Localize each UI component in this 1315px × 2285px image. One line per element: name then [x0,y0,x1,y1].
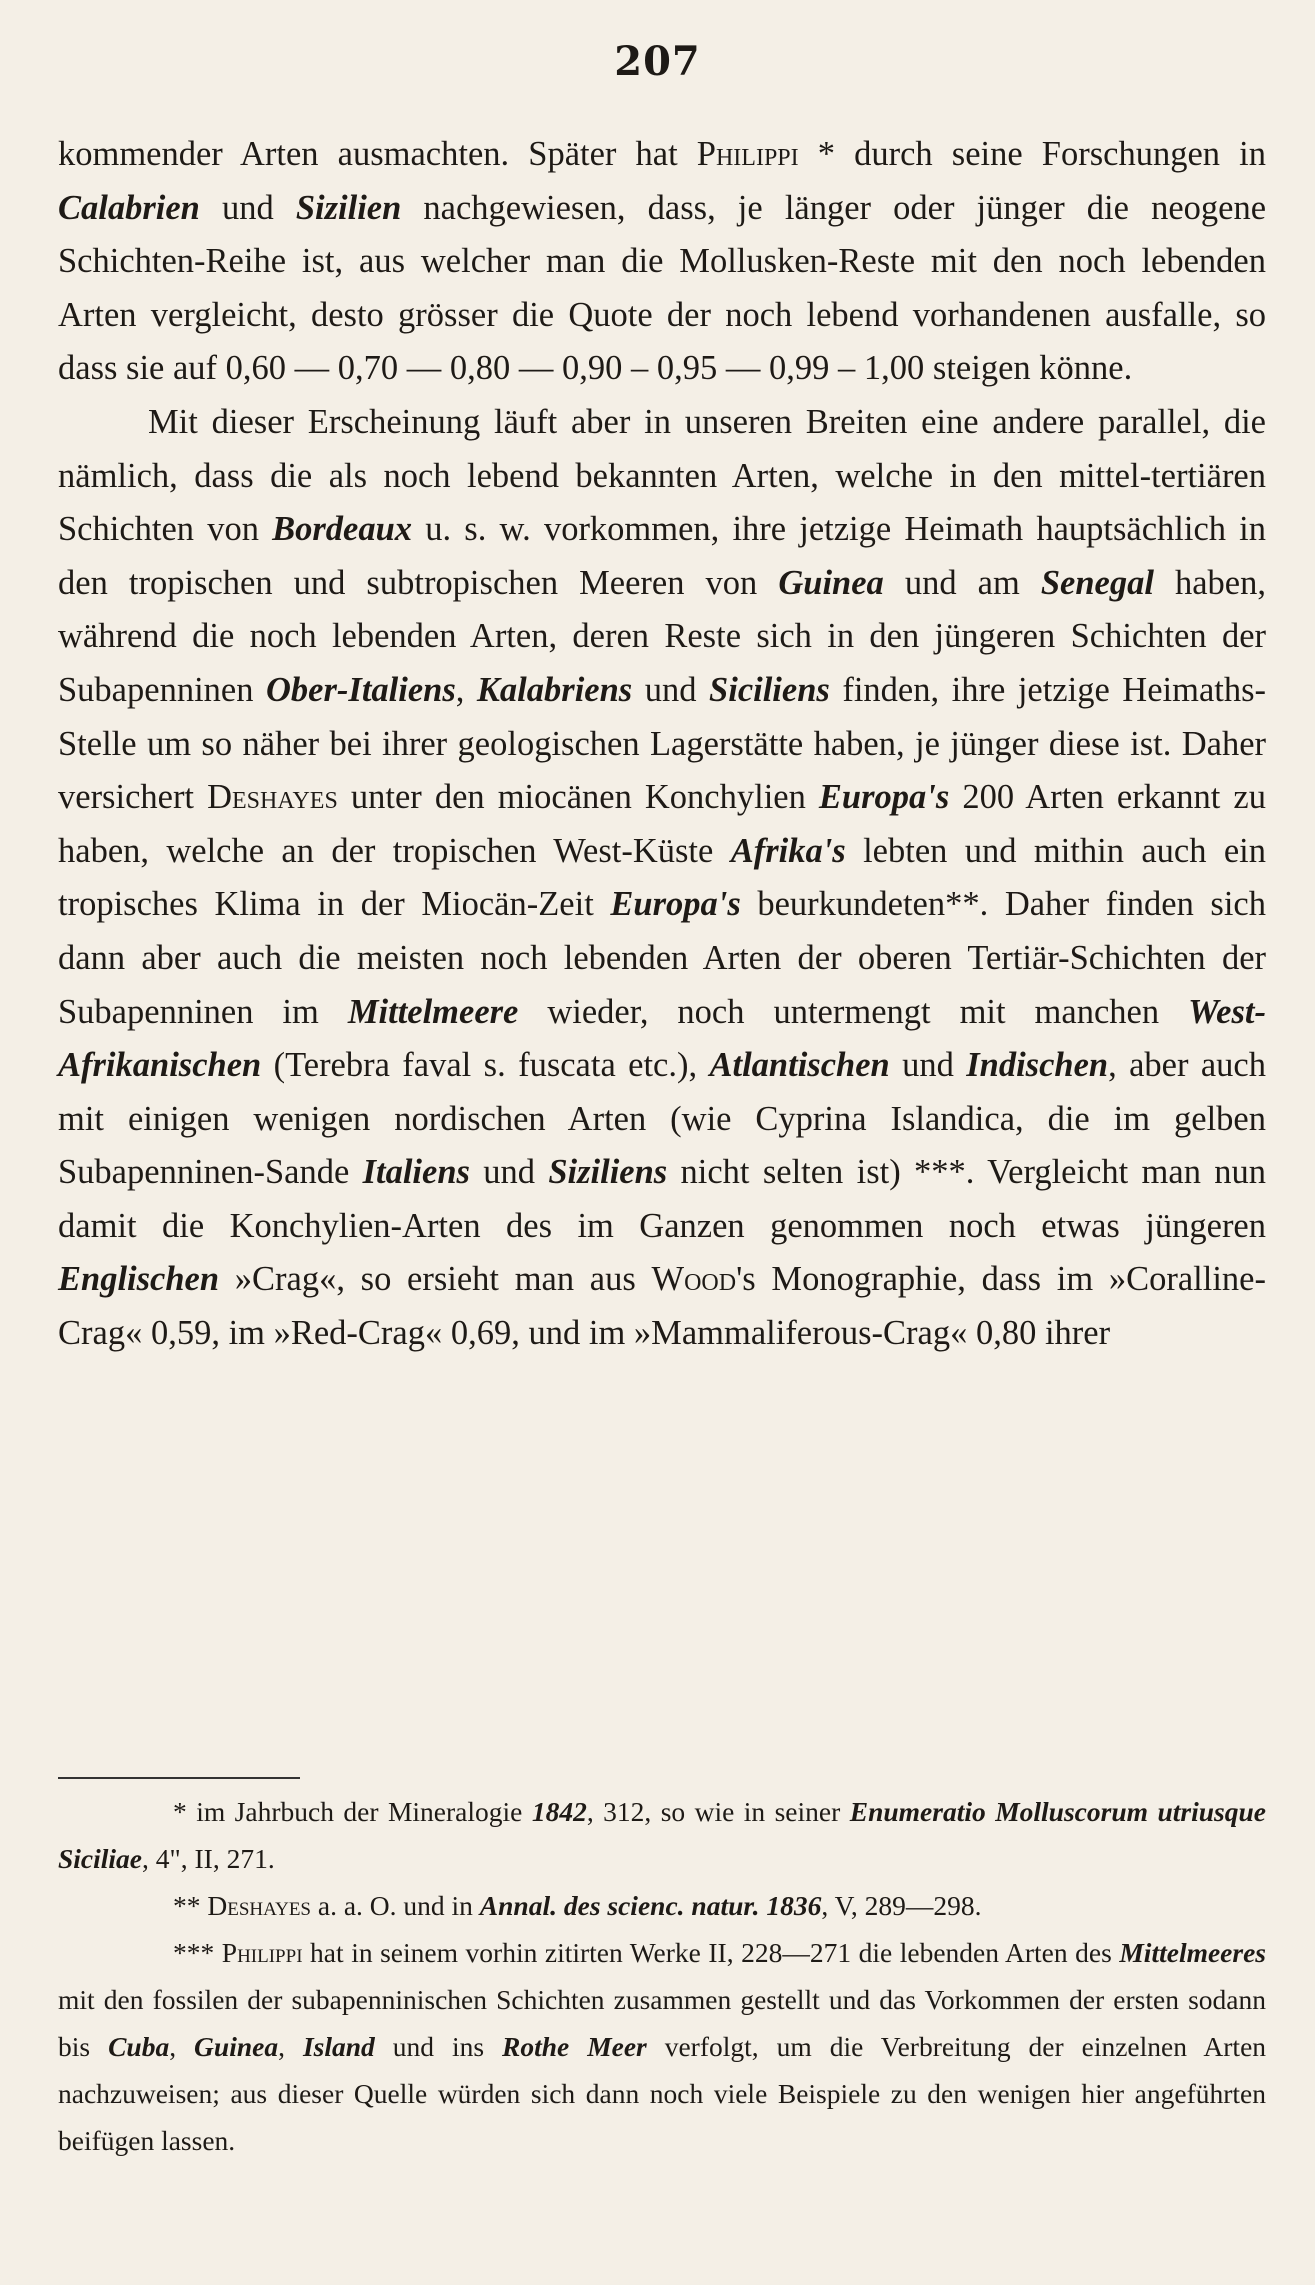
text-run: *** [173,1937,222,1968]
text-run: haben, während die noch lebenden Arten, deren Reste sich in den jüngeren Schichten der Subapenninen [58,563,1266,709]
footnote-1 [58,1788,1266,1882]
paragraph-1 [58,128,1266,396]
place-name: Mittelmeere [347,992,519,1031]
text-run: verfolgt, um die Verbreitung der einzelnen Arten nachzuweisen; aus dieser Quelle würden sich dann noch viele Beispiele zu den wenigen hier angeführten beifügen lassen. [58,2031,1267,2156]
text-run: und [199,188,296,227]
page-number: 207 [614,38,701,85]
place-name: Senegal [1040,563,1154,602]
footnote-3 [58,1929,1266,2164]
place-name: Europa's [818,778,950,817]
italic-text: Rothe Meer [502,2031,647,2062]
text-run: und [469,1153,549,1192]
text-run: und [632,670,710,709]
place-name: Afrika's [730,831,846,870]
italic-text: Mittelmeeres [1119,1937,1266,1968]
text-run: , V, 289—298. [821,1890,982,1921]
paragraph-2 [58,396,1266,1361]
author-name: Philippi [221,1937,303,1968]
text-run: , [278,2031,303,2062]
place-name: Guinea [778,563,884,602]
place-name: Bordeaux [272,510,413,549]
author-name: Deshayes [207,778,338,817]
place-name: West-Afrikanischen [58,992,1266,1085]
place-name: Englischen [58,1260,220,1299]
text-run: , aber auch mit einigen wenigen nordischen Arten (wie Cyprina Islandica, die im gelben Subapenninen-Sande [58,1046,1266,1192]
author-name: Deshayes [207,1890,311,1921]
italic-text: Enumeratio Molluscorum utriusque Siciliae [58,1796,1266,1874]
text-run: , [169,2031,195,2062]
place-name: Calabrien [58,188,200,227]
italic-text: Annal. des scienc. natur. 1836 [479,1890,822,1921]
place-name: Siziliens [548,1153,668,1192]
text-run: * im Jahrbuch der Mineralogie [173,1796,532,1827]
text-run: mit den fossilen der subapenninischen Schichten zusammen gestellt und das Vorkommen der ersten sodann bis [58,1984,1266,2062]
place-name: Europa's [610,885,741,924]
author-name: Philippi [696,135,799,173]
text-run: beurkundeten**. Daher finden sich dann aber auch die meisten noch lebenden Arten der oberen Tertiär-Schichten der Subapenninen im [58,885,1266,1031]
text-run: a. a. O. und in [311,1890,480,1921]
text-run: und [889,1046,967,1085]
text-run: , [455,670,477,709]
text-run: und ins [374,2031,502,2062]
text-run: u. s. w. vorkommen, ihre jetzige Heimath hauptsächlich in den tropischen und subtropischen Meeren von [58,510,1266,602]
place-name: Siciliens [709,670,830,709]
text-run: , 312, so wie in seiner [586,1796,850,1827]
text-run: hat in seinem vorhin zitirten Werke II, 228—271 die lebenden Arten des [302,1937,1120,1968]
place-name: Sizilien [295,188,402,227]
text-run: lebten und mithin auch ein tropisches Klima in der Miocän-Zeit [58,831,1266,924]
text-run: (Terebra faval s. fuscata etc.), [261,1046,710,1085]
footnotes [58,1788,1266,2164]
italic-text: Cuba [108,2031,170,2062]
footnote-2 [58,1882,1266,1929]
italic-text: Guinea [194,2031,279,2062]
place-name: Kalabriens [476,670,633,709]
footnote-divider [58,1777,300,1779]
author-name: Wood [651,1260,737,1299]
text-run: »Crag«, so ersieht man aus [219,1260,652,1299]
place-name: Ober-Italiens [266,670,456,709]
place-name: Indischen [966,1046,1109,1085]
place-name: Atlantischen [709,1046,890,1085]
text-run: 's Monographie, dass im »Coralline-Crag« 0,59, im »Red-Crag« 0,69, und im »Mammaliferous-Crag« 0,80 ihrer [58,1260,1266,1353]
text-run: nachgewiesen, dass, je länger oder jünger die neogene Schichten-Reihe ist, aus welcher man die Mollusken-Reste mit den noch lebenden Arten vergleicht, desto grösser die Quote der noch lebend vorhandenen ausfalle, so dass sie auf 0,60 — 0,70 — 0,80 — 0,90 – 0,95 — 0,99 – 1,00 steigen könne. [58,188,1267,388]
text-run: und am [883,563,1041,602]
place-name: Italiens [362,1153,470,1192]
text-run: nicht selten ist) ***. Vergleicht man nun damit die Konchylien-Arten des im Ganzen genommen noch etwas jüngeren [58,1153,1267,1245]
italic-text: Island [302,2031,375,2062]
italic-text: 1842 [531,1796,587,1827]
text-run: Mit dieser Erscheinung läuft aber in unseren Breiten eine andere parallel, die nämlich, dass die als noch lebend bekannten Arten, welche in den mittel-tertiären Schichten von [58,402,1266,549]
text-run: 200 Arten erkannt zu haben, welche an der tropischen West-Küste [58,778,1266,870]
text-run: , 4", II, 271. [142,1843,275,1874]
body-text [58,128,1266,1361]
text-run: wieder, noch untermengt mit manchen [518,992,1189,1031]
text-run: unter den miocänen Konchylien [337,778,819,817]
text-run: * durch seine Forschungen in [798,135,1266,173]
text-run: finden, ihre jetzige Heimaths-Stelle um so näher bei ihrer geologischen Lagerstätte haben, je jünger diese ist. Daher versichert [58,670,1267,817]
text-run: ** [173,1890,208,1921]
text-run: kommender Arten ausmachten. Später hat [58,135,697,173]
